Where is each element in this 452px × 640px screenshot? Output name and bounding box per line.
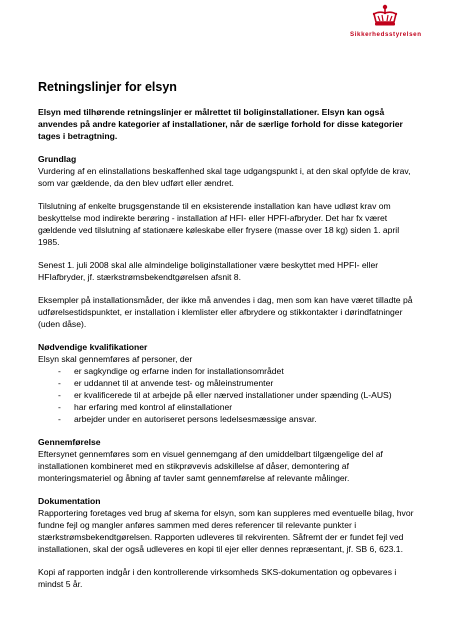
- section-heading-dokumentation: Dokumentation: [38, 496, 101, 506]
- grundlag-paragraph-1: Vurdering af en elinstallations beskaffenhed skal tage udgangspunkt i, at den skal opfylde de krav, som var gældende, da den blev udført eller ændret.: [38, 166, 411, 188]
- sikkerhedsstyrelsen-logo: [350, 4, 420, 38]
- section-heading-grundlag: Grundlag: [38, 154, 77, 164]
- grundlag-paragraph-3: Senest 1. juli 2008 skal alle almindelige boliginstallationer være beskyttet med HPFI- eller HFIafbryder, jf. stærkstrømsbekendtgørelsen afsnit 8.: [38, 260, 379, 282]
- list-item: - er uddannet til at anvende test- og måleinstrumenter: [58, 377, 418, 389]
- kvalifikationer-list: [38, 365, 418, 425]
- page-title: Retningslinjer for elsyn: [38, 80, 177, 94]
- document-body: [38, 80, 418, 601]
- list-item: - arbejder under en autoriseret persons ledelsesmæssige ansvar.: [58, 413, 418, 425]
- crown-icon: [370, 4, 400, 30]
- list-item: - er sagkyndige og erfarne inden for installationsområdet: [58, 365, 418, 377]
- kvalifikationer-lead: Elsyn skal gennemføres af personer, der: [38, 354, 193, 364]
- section-heading-kvalifikationer: Nødvendige kvalifikationer: [38, 342, 148, 352]
- dokumentation-paragraph-1: Rapportering foretages ved brug af skema for elsyn, som kan suppleres med eventuelle bilag, hvor fundne fejl og mangler anføres sammen med deres referencer til relevante punkter i stærkstrømsbekendtgørelsen. Rapporten udleveres til rekvirenten. Såfremt der er fundet fejl ved installationen, skal der også udleveres en kopi til ejer eller dennes repræsentant, jf. SB 6, 623.1.: [38, 508, 414, 554]
- dokumentation-paragraph-2: Kopi af rapporten indgår i den kontrollerende virksomheds SKS-dokumentation og opbevares i mindst 5 år.: [38, 567, 397, 589]
- section-heading-gennemforelse: Gennemførelse: [38, 437, 101, 447]
- list-item: - har erfaring med kontrol af elinstallationer: [58, 401, 418, 413]
- logo-wordmark: Sikkerhedsstyrelsen: [350, 31, 422, 38]
- grundlag-paragraph-2: Tilslutning af enkelte brugsgenstande til en eksisterende installation kan have udløst krav om beskyttelse mod indirekte berøring - installation af HFI- eller HPFI-afbryder. Det har fx været gældende ved tilslutning af stationære køleskabe eller frysere (masse over 18 kg) siden 1. april 1985.: [38, 201, 400, 247]
- gennemforelse-paragraph: Eftersynet gennemføres som en visuel gennemgang af den umiddelbart tilgængelige del af installationen kombineret med en stikprøvevis adskillelse af dåser, demontering af monteringsmateriel og åbning af tavler samt gennemførelse af relevante målinger.: [38, 449, 383, 483]
- list-item: - er kvalificerede til at arbejde på eller nærved installationer under spænding (L-AUS): [58, 389, 418, 401]
- grundlag-paragraph-4: Eksempler på installationsmåder, der ikke må anvendes i dag, men som kan have været tilladte på udførelsestidspunktet, er installation i klemlister eller afbrydere og stikkontakter i dørindfatninger (uden dåse).: [38, 295, 413, 329]
- intro-paragraph: Elsyn med tilhørende retningslinjer er målrettet til boliginstallationer. Elsyn kan også anvendes på andre kategorier af installationer, når de særlige forhold for disse kategorier tages i betragtning.: [38, 107, 403, 141]
